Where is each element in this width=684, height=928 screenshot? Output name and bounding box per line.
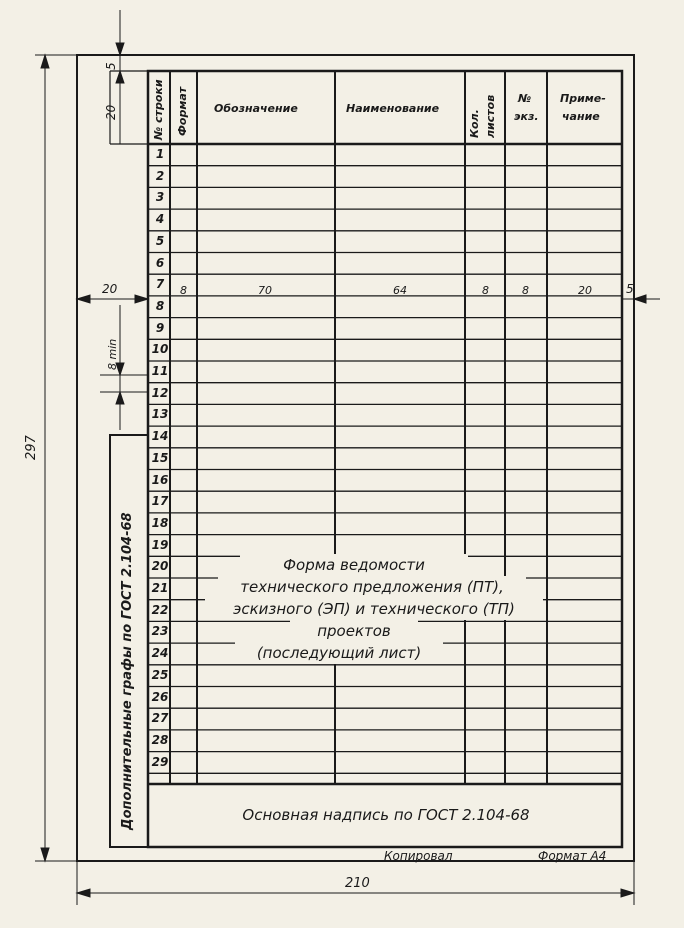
row-number: 22 [151, 602, 169, 617]
title-block-label: Основная надпись по ГОСТ 2.104-68 [242, 806, 530, 824]
additional-columns-label: Дополнительные графы по ГОСТ 2.104-68 [120, 512, 135, 830]
form-note-line-3: эскизного (ЭП) и технического (ТП) [205, 598, 543, 620]
row-number: 2 [155, 168, 165, 183]
dim-297-label: 297 [24, 435, 39, 460]
row-number: 25 [151, 667, 169, 682]
row-number: 19 [151, 537, 169, 552]
row-number: 21 [151, 581, 169, 595]
row-number: 3 [155, 190, 165, 205]
header-name: Наименование [346, 102, 440, 115]
footer-copied: Копировал [384, 849, 453, 863]
row-number: 7 [155, 277, 165, 292]
dim-210-label: 210 [345, 876, 370, 891]
footer-format: Формат А4 [538, 849, 607, 863]
row-number: 4 [155, 212, 165, 227]
form-note-line-5: (последующий лист) [235, 642, 443, 664]
row-number: 12 [151, 385, 169, 400]
header-line-no: № строки [152, 79, 165, 140]
row-number: 1 [155, 147, 165, 161]
row-number: 14 [151, 429, 169, 444]
row-number: 17 [151, 494, 169, 509]
form-note-line-1: Форма ведомости [240, 554, 468, 576]
dim-right-5-label: 5 [626, 282, 634, 296]
header-notes-1: Приме- [560, 92, 606, 105]
header-copy-no-1: № [518, 92, 532, 105]
row-number: 16 [151, 472, 169, 487]
row-number: 10 [151, 342, 169, 357]
form-note-line-4: проектов [290, 620, 418, 642]
row-number: 13 [151, 407, 169, 422]
header-sheets-qty-1: Кол. [468, 109, 481, 138]
row-number: 23 [151, 624, 169, 639]
row-number: 9 [155, 320, 165, 335]
col-width-copy: 8 [522, 284, 529, 297]
form-note-line-2: технического предложения (ПТ), [218, 576, 526, 598]
dim-left-20-label: 20 [102, 282, 118, 296]
col-width-designation: 70 [258, 284, 272, 297]
col-width-format: 8 [180, 284, 187, 297]
row-number: 11 [151, 364, 169, 378]
dim-row-min-label: 8 min [106, 338, 119, 370]
row-number: 18 [151, 515, 169, 530]
col-width-sheets: 8 [482, 284, 489, 297]
row-number: 8 [155, 298, 165, 313]
col-width-name: 64 [393, 284, 407, 297]
row-number: 5 [155, 233, 165, 248]
row-number: 29 [151, 754, 169, 769]
row-number: 15 [151, 450, 169, 465]
row-number: 26 [151, 689, 169, 704]
header-format: Формат [176, 86, 189, 136]
dim-header-20-label: 20 [104, 104, 118, 120]
row-number: 6 [155, 255, 165, 270]
row-number: 28 [151, 732, 169, 747]
row-number: 27 [151, 711, 169, 726]
header-sheets-qty-2: листов [484, 94, 497, 138]
col-width-notes: 20 [578, 284, 592, 297]
header-notes-2: чание [562, 110, 600, 123]
header-designation: Обозначение [214, 102, 298, 115]
header-copy-no-2: экз. [514, 110, 539, 123]
row-number: 24 [151, 646, 169, 661]
dim-top-5-label: 5 [104, 62, 118, 70]
row-number: 20 [151, 559, 169, 574]
